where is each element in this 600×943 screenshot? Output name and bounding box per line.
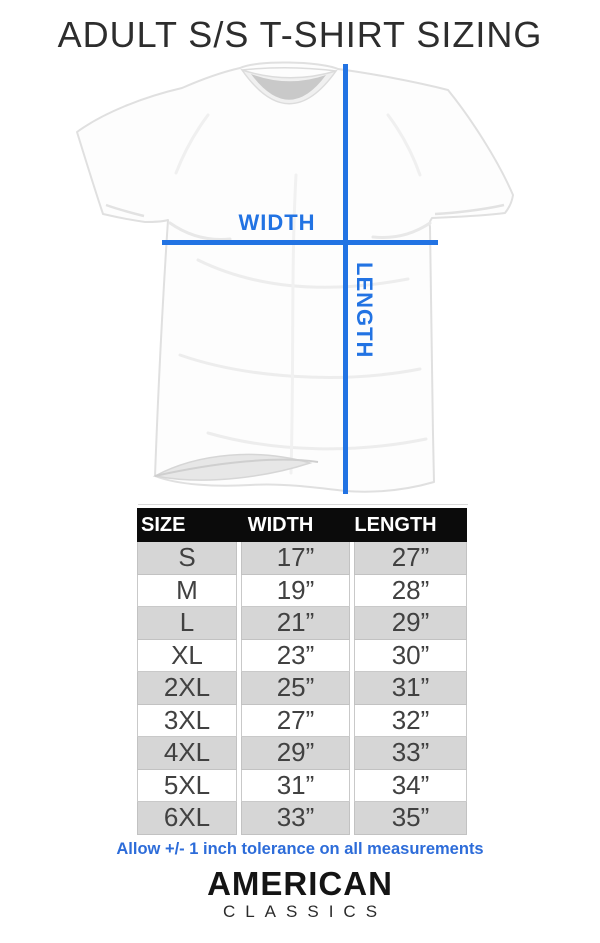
table-row <box>137 672 467 705</box>
table-row <box>137 607 467 640</box>
length-cell: 27” <box>354 542 467 575</box>
length-cell: 34” <box>354 770 467 803</box>
length-cell: 29” <box>354 607 467 640</box>
length-cell: 32” <box>354 705 467 738</box>
size-cell: 4XL <box>137 737 237 770</box>
tolerance-note: Allow +/- 1 inch tolerance on all measurements <box>116 840 484 858</box>
table-row <box>137 575 467 608</box>
length-cell: 35” <box>354 802 467 835</box>
table-row <box>137 802 467 835</box>
tshirt-image <box>58 55 542 507</box>
table-row <box>137 705 467 738</box>
width-cell: 25” <box>241 672 350 705</box>
brand-logo <box>0 866 600 921</box>
photo-divider-line <box>138 504 468 505</box>
table-row <box>137 640 467 673</box>
length-cell: 30” <box>354 640 467 673</box>
size-cell: 3XL <box>137 705 237 738</box>
header-width: WIDTH <box>247 513 314 536</box>
size-cell: 2XL <box>137 672 237 705</box>
width-cell: 17” <box>241 542 350 575</box>
header-length: LENGTH <box>354 513 437 536</box>
width-cell: 31” <box>241 770 350 803</box>
width-cell: 21” <box>241 607 350 640</box>
size-cell: M <box>137 575 237 608</box>
size-cell: XL <box>137 640 237 673</box>
size-cell: S <box>137 542 237 575</box>
width-cell: 29” <box>241 737 350 770</box>
header-size: SIZE <box>141 513 186 536</box>
length-cell: 33” <box>354 737 467 770</box>
width-cell: 27” <box>241 705 350 738</box>
width-cell: 33” <box>241 802 350 835</box>
table-header-row <box>137 508 467 542</box>
size-cell: 6XL <box>137 802 237 835</box>
length-cell: 28” <box>354 575 467 608</box>
table-row <box>137 737 467 770</box>
width-measure-line <box>162 240 438 245</box>
brand-subname: CLASSICS <box>222 902 388 921</box>
length-label: LENGTH <box>352 262 377 359</box>
table-row <box>137 770 467 803</box>
size-cell: 5XL <box>137 770 237 803</box>
width-label: WIDTH <box>238 210 316 235</box>
brand-name: AMERICAN <box>207 865 393 902</box>
width-cell: 23” <box>241 640 350 673</box>
size-cell: L <box>137 607 237 640</box>
length-measure-line <box>343 64 348 494</box>
size-chart-table <box>137 508 467 835</box>
page-title: ADULT S/S T-SHIRT SIZING <box>57 14 543 55</box>
length-cell: 31” <box>354 672 467 705</box>
table-row <box>137 542 467 575</box>
width-cell: 19” <box>241 575 350 608</box>
